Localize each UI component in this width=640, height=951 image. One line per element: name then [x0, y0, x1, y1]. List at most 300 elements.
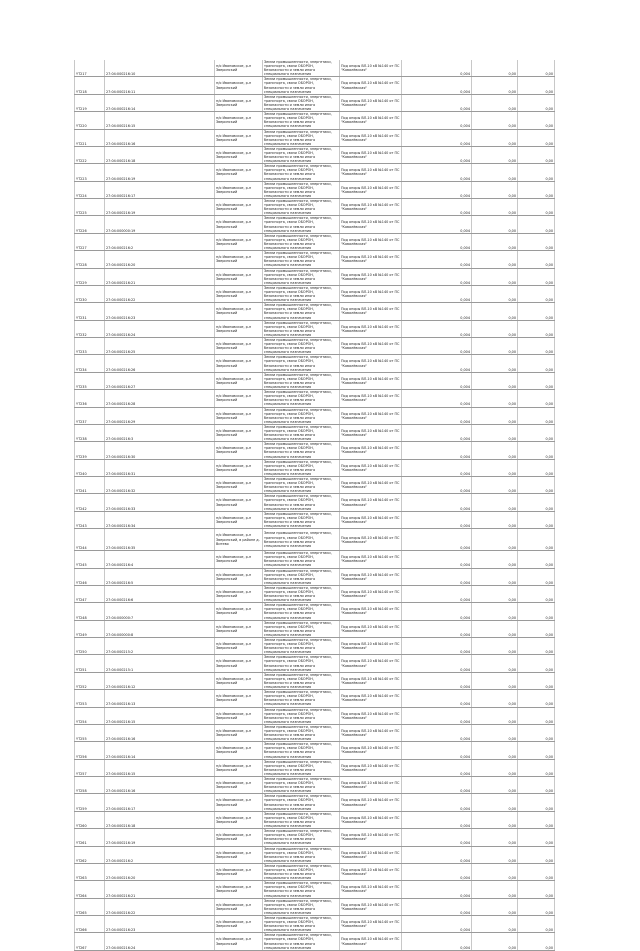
table-row — [75, 303, 555, 320]
table-row — [75, 60, 555, 77]
value-b: 0,00 — [472, 459, 518, 476]
value-c: 0,00 — [518, 60, 555, 77]
area-value: 0,004 — [402, 268, 472, 285]
table-row — [75, 777, 555, 794]
permitted-use: Под опоры ВЛ-10 кВ №140 от ПС "Ковалёвская" — [340, 742, 402, 759]
land-category: Земли промышленности, энергетики, транспорта, связи ОБОРОН, безопасности и земли иного специального назначения — [263, 863, 340, 880]
area-value: 0,004 — [402, 60, 472, 77]
location: п/о Ивановское, р-н Зверинский — [215, 655, 263, 672]
cadastral-number: 27:04:000216:19 — [105, 199, 215, 216]
value-b: 0,00 — [472, 477, 518, 494]
value-c: 0,00 — [518, 724, 555, 741]
land-plot-table — [74, 60, 555, 951]
value-b: 0,00 — [472, 164, 518, 181]
land-category: Земли промышленности, энергетики, транспорта, связи ОБОРОН, безопасности и земли иного специального назначения — [263, 251, 340, 268]
land-category: Земли промышленности, энергетики, транспорта, связи ОБОРОН, безопасности и земли иного специального назначения — [263, 846, 340, 863]
location: п/о Ивановское, р-н Зверинский — [215, 407, 263, 424]
area-value: 0,004 — [402, 568, 472, 585]
value-b: 0,00 — [472, 77, 518, 94]
row-id: YT250 — [75, 638, 105, 655]
land-category: Земли промышленности, энергетики, транспорта, связи ОБОРОН, безопасности и земли иного специального назначения — [263, 916, 340, 933]
row-id: YT240 — [75, 459, 105, 476]
permitted-use: Под опоры ВЛ-10 кВ №140 от ПС "Ковалёвская" — [340, 881, 402, 898]
value-c: 0,00 — [518, 459, 555, 476]
value-b: 0,00 — [472, 551, 518, 568]
row-id: YT253 — [75, 690, 105, 707]
value-c: 0,00 — [518, 94, 555, 111]
cadastral-number: 27:04:000216:13 — [105, 690, 215, 707]
permitted-use: Под опоры ВЛ-10 кВ №140 от ПС "Ковалёвская" — [340, 112, 402, 129]
row-id: YT254 — [75, 707, 105, 724]
value-b: 0,00 — [472, 585, 518, 602]
cadastral-number: 27:04:000216:25 — [105, 338, 215, 355]
value-c: 0,00 — [518, 846, 555, 863]
area-value: 0,004 — [402, 233, 472, 250]
cadastral-number: 27:04:000216:17 — [105, 794, 215, 811]
land-category: Земли промышленности, энергетики, транспорта, связи ОБОРОН, безопасности и земли иного специального назначения — [263, 112, 340, 129]
row-id: YT218 — [75, 77, 105, 94]
table-row — [75, 603, 555, 620]
location: п/о Ивановское, р-н Зверинский — [215, 511, 263, 528]
permitted-use: Под опоры ВЛ-10 кВ №140 от ПС "Ковалёвская" — [340, 585, 402, 602]
location: п/о Ивановское, р-н Зверинский — [215, 672, 263, 689]
area-value: 0,004 — [402, 303, 472, 320]
cadastral-number: 27:04:000000:8 — [105, 620, 215, 637]
area-value: 0,004 — [402, 529, 472, 551]
value-b: 0,00 — [472, 60, 518, 77]
permitted-use: Под опоры ВЛ-10 кВ №140 от ПС "Ковалёвская" — [340, 551, 402, 568]
value-b: 0,00 — [472, 829, 518, 846]
row-id: YT248 — [75, 603, 105, 620]
value-b: 0,00 — [472, 529, 518, 551]
permitted-use: Под опоры ВЛ-10 кВ №140 от ПС "Ковалёвская" — [340, 811, 402, 828]
location: п/о Ивановское, р-н Зверинский — [215, 585, 263, 602]
permitted-use: Под опоры ВЛ-10 кВ №140 от ПС "Ковалёвская" — [340, 94, 402, 111]
table-row — [75, 794, 555, 811]
value-b: 0,00 — [472, 303, 518, 320]
land-category: Земли промышленности, энергетики, транспорта, связи ОБОРОН, безопасности и земли иного специального назначения — [263, 759, 340, 776]
location: п/о Ивановское, р-н Зверинский — [215, 303, 263, 320]
row-id: YT263 — [75, 863, 105, 880]
value-c: 0,00 — [518, 181, 555, 198]
land-category: Земли промышленности, энергетики, транспорта, связи ОБОРОН, безопасности и земли иного специального назначения — [263, 811, 340, 828]
table-row — [75, 355, 555, 372]
cadastral-number: 27:04:000216:14 — [105, 94, 215, 111]
value-b: 0,00 — [472, 881, 518, 898]
permitted-use: Под опоры ВЛ-10 кВ №140 от ПС "Ковалёвская" — [340, 407, 402, 424]
land-category: Земли промышленности, энергетики, транспорта, связи ОБОРОН, безопасности и земли иного специального назначения — [263, 551, 340, 568]
permitted-use: Под опоры ВЛ-10 кВ №140 от ПС "Ковалёвская" — [340, 338, 402, 355]
cadastral-number: 27:04:000216:33 — [105, 494, 215, 511]
value-c: 0,00 — [518, 881, 555, 898]
location: п/о Ивановское, р-н Зверинский — [215, 199, 263, 216]
cadastral-number: 27:04:000216:23 — [105, 916, 215, 933]
permitted-use: Под опоры ВЛ-10 кВ №140 от ПС "Ковалёвская" — [340, 638, 402, 655]
permitted-use: Под опоры ВЛ-10 кВ №140 от ПС "Ковалёвская" — [340, 620, 402, 637]
cadastral-number: 27:04:000215:1 — [105, 655, 215, 672]
value-b: 0,00 — [472, 407, 518, 424]
value-c: 0,00 — [518, 442, 555, 459]
value-c: 0,00 — [518, 529, 555, 551]
row-id: YT247 — [75, 585, 105, 602]
row-id: YT258 — [75, 777, 105, 794]
location: п/о Ивановское, р-н Зверинский — [215, 94, 263, 111]
location: п/о Ивановское, р-н Зверинский — [215, 916, 263, 933]
area-value: 0,004 — [402, 672, 472, 689]
location: п/о Ивановское, р-н Зверинский — [215, 811, 263, 828]
land-category: Земли промышленности, энергетики, транспорта, связи ОБОРОН, безопасности и земли иного специального назначения — [263, 442, 340, 459]
location: п/о Ивановское, р-н Зверинский — [215, 146, 263, 163]
area-value: 0,004 — [402, 811, 472, 828]
cadastral-number: 27:04:000216:3 — [105, 424, 215, 441]
land-category: Земли промышленности, энергетики, транспорта, связи ОБОРОН, безопасности и земли иного специального назначения — [263, 199, 340, 216]
table-row — [75, 494, 555, 511]
table-row — [75, 407, 555, 424]
table-row — [75, 233, 555, 250]
land-category: Земли промышленности, энергетики, транспорта, связи ОБОРОН, безопасности и земли иного специального назначения — [263, 424, 340, 441]
cadastral-number: 27:04:000216:11 — [105, 77, 215, 94]
cadastral-number: 27:04:000216:17 — [105, 181, 215, 198]
table-row — [75, 898, 555, 915]
value-b: 0,00 — [472, 916, 518, 933]
land-category: Земли промышленности, энергетики, транспорта, связи ОБОРОН, безопасности и земли иного специального назначения — [263, 690, 340, 707]
table-row — [75, 529, 555, 551]
area-value: 0,004 — [402, 863, 472, 880]
permitted-use: Под опоры ВЛ-10 кВ №140 от ПС "Ковалёвская" — [340, 863, 402, 880]
area-value: 0,004 — [402, 690, 472, 707]
value-b: 0,00 — [472, 777, 518, 794]
value-c: 0,00 — [518, 129, 555, 146]
location: п/о Ивановское, р-н Зверинский — [215, 898, 263, 915]
value-b: 0,00 — [472, 620, 518, 637]
permitted-use: Под опоры ВЛ-10 кВ №140 от ПС "Ковалёвская" — [340, 390, 402, 407]
row-id: YT225 — [75, 199, 105, 216]
table-row — [75, 511, 555, 528]
land-category: Земли промышленности, энергетики, транспорта, связи ОБОРОН, безопасности и земли иного специального назначения — [263, 655, 340, 672]
value-c: 0,00 — [518, 916, 555, 933]
table-row — [75, 442, 555, 459]
location: п/о Ивановское, р-н Зверинский — [215, 424, 263, 441]
land-category: Земли промышленности, энергетики, транспорта, связи ОБОРОН, безопасности и земли иного специального назначения — [263, 459, 340, 476]
land-category: Земли промышленности, энергетики, транспорта, связи ОБОРОН, безопасности и земли иного специального назначения — [263, 707, 340, 724]
area-value: 0,004 — [402, 794, 472, 811]
area-value: 0,004 — [402, 707, 472, 724]
permitted-use: Под опоры ВЛ-10 кВ №140 от ПС "Ковалёвская" — [340, 77, 402, 94]
row-id: YT262 — [75, 846, 105, 863]
value-c: 0,00 — [518, 933, 555, 950]
permitted-use: Под опоры ВЛ-10 кВ №140 от ПС "Ковалёвская" — [340, 372, 402, 389]
land-category: Земли промышленности, энергетики, транспорта, связи ОБОРОН, безопасности и земли иного специального назначения — [263, 585, 340, 602]
value-b: 0,00 — [472, 338, 518, 355]
permitted-use: Под опоры ВЛ-10 кВ №140 от ПС "Ковалёвская" — [340, 459, 402, 476]
cadastral-number: 27:04:000216:21 — [105, 268, 215, 285]
table-row — [75, 672, 555, 689]
value-c: 0,00 — [518, 829, 555, 846]
location: п/о Ивановское, р-н Зверинский — [215, 320, 263, 337]
cadastral-number: 27:04:000216:28 — [105, 390, 215, 407]
area-value: 0,004 — [402, 320, 472, 337]
permitted-use: Под опоры ВЛ-10 кВ №140 от ПС "Ковалёвская" — [340, 303, 402, 320]
value-b: 0,00 — [472, 898, 518, 915]
location: п/о Ивановское, р-н Зверинский — [215, 285, 263, 302]
cadastral-number: 27:04:000216:26 — [105, 355, 215, 372]
value-c: 0,00 — [518, 603, 555, 620]
value-c: 0,00 — [518, 390, 555, 407]
table-row — [75, 164, 555, 181]
cadastral-number: 27:04:000216:35 — [105, 529, 215, 551]
value-b: 0,00 — [472, 268, 518, 285]
cadastral-number: 27:04:000216:22 — [105, 285, 215, 302]
land-category: Земли промышленности, энергетики, транспорта, связи ОБОРОН, безопасности и земли иного специального назначения — [263, 355, 340, 372]
cadastral-number: 27:04:000216:16 — [105, 724, 215, 741]
area-value: 0,004 — [402, 164, 472, 181]
row-id: YT217 — [75, 60, 105, 77]
land-category: Земли промышленности, энергетики, транспорта, связи ОБОРОН, безопасности и земли иного специального назначения — [263, 268, 340, 285]
row-id: YT249 — [75, 620, 105, 637]
row-id: YT227 — [75, 233, 105, 250]
area-value: 0,004 — [402, 146, 472, 163]
location: п/о Ивановское, р-н Зверинский — [215, 459, 263, 476]
land-category: Земли промышленности, энергетики, транспорта, связи ОБОРОН, безопасности и земли иного специального назначения — [263, 320, 340, 337]
permitted-use: Под опоры ВЛ-10 кВ №140 от ПС "Ковалёвская" — [340, 846, 402, 863]
cadastral-number: 27:04:000216:15 — [105, 112, 215, 129]
table-row — [75, 477, 555, 494]
area-value: 0,004 — [402, 620, 472, 637]
land-category: Земли промышленности, энергетики, транспорта, связи ОБОРОН, безопасности и земли иного специального назначения — [263, 216, 340, 233]
location: п/о Ивановское, р-н Зверинский — [215, 164, 263, 181]
table-row — [75, 199, 555, 216]
row-id: YT222 — [75, 146, 105, 163]
area-value: 0,004 — [402, 355, 472, 372]
location: п/о Ивановское, р-н Зверинский — [215, 77, 263, 94]
row-id: YT245 — [75, 551, 105, 568]
cadastral-number: 27:04:000216:29 — [105, 407, 215, 424]
area-value: 0,004 — [402, 881, 472, 898]
row-id: YT228 — [75, 251, 105, 268]
location: п/о Ивановское, р-н Зверинский — [215, 112, 263, 129]
row-id: YT229 — [75, 268, 105, 285]
value-c: 0,00 — [518, 511, 555, 528]
value-b: 0,00 — [472, 863, 518, 880]
table-row — [75, 372, 555, 389]
value-b: 0,00 — [472, 390, 518, 407]
value-c: 0,00 — [518, 216, 555, 233]
value-c: 0,00 — [518, 568, 555, 585]
table-row — [75, 424, 555, 441]
value-b: 0,00 — [472, 672, 518, 689]
permitted-use: Под опоры ВЛ-10 кВ №140 от ПС "Ковалёвская" — [340, 442, 402, 459]
value-b: 0,00 — [472, 233, 518, 250]
land-category: Земли промышленности, энергетики, транспорта, связи ОБОРОН, безопасности и земли иного специального назначения — [263, 164, 340, 181]
row-id: YT261 — [75, 829, 105, 846]
value-c: 0,00 — [518, 233, 555, 250]
table-row — [75, 77, 555, 94]
area-value: 0,004 — [402, 442, 472, 459]
value-b: 0,00 — [472, 442, 518, 459]
value-c: 0,00 — [518, 811, 555, 828]
permitted-use: Под опоры ВЛ-10 кВ №140 от ПС "Ковалёвская" — [340, 424, 402, 441]
table-row — [75, 916, 555, 933]
area-value: 0,004 — [402, 759, 472, 776]
location: п/о Ивановское, р-н Зверинский — [215, 268, 263, 285]
value-b: 0,00 — [472, 638, 518, 655]
permitted-use: Под опоры ВЛ-10 кВ №140 от ПС "Ковалёвская" — [340, 568, 402, 585]
area-value: 0,004 — [402, 511, 472, 528]
cadastral-number: 27:04:000216:2 — [105, 846, 215, 863]
cadastral-number: 27:04:000216:10 — [105, 60, 215, 77]
area-value: 0,004 — [402, 77, 472, 94]
value-b: 0,00 — [472, 933, 518, 950]
location: п/о Ивановское, р-н Зверинский — [215, 568, 263, 585]
land-category: Земли промышленности, энергетики, транспорта, связи ОБОРОН, безопасности и земли иного специального назначения — [263, 303, 340, 320]
cadastral-number: 27:04:000216:20 — [105, 251, 215, 268]
location: п/о Ивановское, р-н Зверинский — [215, 372, 263, 389]
table-row — [75, 638, 555, 655]
area-value: 0,004 — [402, 477, 472, 494]
cadastral-number: 27:04:000216:31 — [105, 459, 215, 476]
area-value: 0,004 — [402, 424, 472, 441]
cadastral-number: 27:04:000216:16 — [105, 777, 215, 794]
permitted-use: Под опоры ВЛ-10 кВ №140 от ПС "Ковалёвская" — [340, 529, 402, 551]
land-category: Земли промышленности, энергетики, транспорта, связи ОБОРОН, безопасности и земли иного специального назначения — [263, 568, 340, 585]
permitted-use: Под опоры ВЛ-10 кВ №140 от ПС "Ковалёвская" — [340, 724, 402, 741]
value-c: 0,00 — [518, 898, 555, 915]
value-c: 0,00 — [518, 112, 555, 129]
table-row — [75, 811, 555, 828]
table-row — [75, 724, 555, 741]
cadastral-number: 27:04:000216:12 — [105, 672, 215, 689]
area-value: 0,004 — [402, 94, 472, 111]
permitted-use: Под опоры ВЛ-10 кВ №140 от ПС "Ковалёвская" — [340, 268, 402, 285]
value-b: 0,00 — [472, 759, 518, 776]
value-c: 0,00 — [518, 372, 555, 389]
table-row — [75, 390, 555, 407]
value-c: 0,00 — [518, 199, 555, 216]
table-row — [75, 707, 555, 724]
table-row — [75, 285, 555, 302]
row-id: YT252 — [75, 672, 105, 689]
row-id: YT267 — [75, 933, 105, 950]
location: п/о Ивановское, р-н Зверинский, в районе д. Витево — [215, 529, 263, 551]
value-b: 0,00 — [472, 216, 518, 233]
row-id: YT257 — [75, 759, 105, 776]
permitted-use: Под опоры ВЛ-10 кВ №140 от ПС "Ковалёвская" — [340, 129, 402, 146]
location: п/о Ивановское, р-н Зверинский — [215, 620, 263, 637]
table-row — [75, 181, 555, 198]
cadastral-number: 27:04:000216:22 — [105, 898, 215, 915]
location: п/о Ивановское, р-н Зверинский — [215, 933, 263, 950]
value-b: 0,00 — [472, 724, 518, 741]
value-c: 0,00 — [518, 251, 555, 268]
area-value: 0,004 — [402, 181, 472, 198]
value-c: 0,00 — [518, 407, 555, 424]
land-category: Земли промышленности, энергетики, транспорта, связи ОБОРОН, безопасности и земли иного специального назначения — [263, 233, 340, 250]
value-c: 0,00 — [518, 759, 555, 776]
permitted-use: Под опоры ВЛ-10 кВ №140 от ПС "Ковалёвская" — [340, 933, 402, 950]
value-c: 0,00 — [518, 690, 555, 707]
land-category: Земли промышленности, энергетики, транспорта, связи ОБОРОН, безопасности и земли иного специального назначения — [263, 77, 340, 94]
permitted-use: Под опоры ВЛ-10 кВ №140 от ПС "Ковалёвская" — [340, 199, 402, 216]
location: п/о Ивановское, р-н Зверинский — [215, 129, 263, 146]
cadastral-number: 27:04:000216:15 — [105, 759, 215, 776]
table-row — [75, 146, 555, 163]
permitted-use: Под опоры ВЛ-10 кВ №140 от ПС "Ковалёвская" — [340, 655, 402, 672]
value-b: 0,00 — [472, 690, 518, 707]
location: п/о Ивановское, р-н Зверинский — [215, 881, 263, 898]
land-category: Земли промышленности, энергетики, транспорта, связи ОБОРОН, безопасности и земли иного специального назначения — [263, 881, 340, 898]
land-category: Земли промышленности, энергетики, транспорта, связи ОБОРОН, безопасности и земли иного специального назначения — [263, 724, 340, 741]
area-value: 0,004 — [402, 390, 472, 407]
row-id: YT236 — [75, 390, 105, 407]
value-b: 0,00 — [472, 742, 518, 759]
permitted-use: Под опоры ВЛ-10 кВ №140 от ПС "Ковалёвская" — [340, 916, 402, 933]
permitted-use: Под опоры ВЛ-10 кВ №140 от ПС "Ковалёвская" — [340, 285, 402, 302]
value-b: 0,00 — [472, 494, 518, 511]
table-row — [75, 655, 555, 672]
permitted-use: Под опоры ВЛ-10 кВ №140 от ПС "Ковалёвская" — [340, 672, 402, 689]
value-b: 0,00 — [472, 424, 518, 441]
table-row — [75, 846, 555, 863]
value-b: 0,00 — [472, 285, 518, 302]
land-category: Земли промышленности, энергетики, транспорта, связи ОБОРОН, безопасности и земли иного специального назначения — [263, 620, 340, 637]
area-value: 0,004 — [402, 603, 472, 620]
location: п/о Ивановское, р-н Зверинский — [215, 863, 263, 880]
area-value: 0,004 — [402, 494, 472, 511]
area-value: 0,004 — [402, 829, 472, 846]
value-c: 0,00 — [518, 77, 555, 94]
location: п/о Ивановское, р-н Зверинский — [215, 603, 263, 620]
permitted-use: Под опоры ВЛ-10 кВ №140 от ПС "Ковалёвская" — [340, 707, 402, 724]
land-category: Земли промышленности, энергетики, транспорта, связи ОБОРОН, безопасности и земли иного специального назначения — [263, 529, 340, 551]
value-c: 0,00 — [518, 268, 555, 285]
value-b: 0,00 — [472, 112, 518, 129]
value-c: 0,00 — [518, 477, 555, 494]
cadastral-number: 27:04:000216:6 — [105, 585, 215, 602]
value-b: 0,00 — [472, 655, 518, 672]
row-id: YT234 — [75, 355, 105, 372]
location: п/о Ивановское, р-н Зверинский — [215, 777, 263, 794]
table-row — [75, 881, 555, 898]
area-value: 0,004 — [402, 338, 472, 355]
land-category: Земли промышленности, энергетики, транспорта, связи ОБОРОН, безопасности и земли иного специального назначения — [263, 60, 340, 77]
row-id: YT220 — [75, 112, 105, 129]
row-id: YT243 — [75, 511, 105, 528]
value-c: 0,00 — [518, 620, 555, 637]
cadastral-number: 27:04:000216:5 — [105, 568, 215, 585]
land-category: Земли промышленности, энергетики, транспорта, связи ОБОРОН, безопасности и земли иного специального назначения — [263, 285, 340, 302]
cadastral-number: 27:04:000216:19 — [105, 829, 215, 846]
location: п/о Ивановское, р-н Зверинский — [215, 216, 263, 233]
table-row — [75, 829, 555, 846]
value-c: 0,00 — [518, 863, 555, 880]
land-category: Земли промышленности, энергетики, транспорта, связи ОБОРОН, безопасности и земли иного специального назначения — [263, 477, 340, 494]
cadastral-number: 27:04:000215:2 — [105, 638, 215, 655]
row-id: YT246 — [75, 568, 105, 585]
location: п/о Ивановское, р-н Зверинский — [215, 251, 263, 268]
land-category: Земли промышленности, энергетики, транспорта, связи ОБОРОН, безопасности и земли иного специального назначения — [263, 829, 340, 846]
row-id: YT244 — [75, 529, 105, 551]
value-c: 0,00 — [518, 320, 555, 337]
row-id: YT256 — [75, 742, 105, 759]
land-category: Земли промышленности, энергетики, транспорта, связи ОБОРОН, безопасности и земли иного специального назначения — [263, 129, 340, 146]
cadastral-number: 27:04:000216:30 — [105, 442, 215, 459]
table-row — [75, 863, 555, 880]
land-category: Земли промышленности, энергетики, транспорта, связи ОБОРОН, безопасности и земли иного специального назначения — [263, 794, 340, 811]
area-value: 0,004 — [402, 459, 472, 476]
land-category: Земли промышленности, энергетики, транспорта, связи ОБОРОН, безопасности и земли иного специального назначения — [263, 898, 340, 915]
row-id: YT224 — [75, 181, 105, 198]
cadastral-number: 27:04:000216:2 — [105, 233, 215, 250]
